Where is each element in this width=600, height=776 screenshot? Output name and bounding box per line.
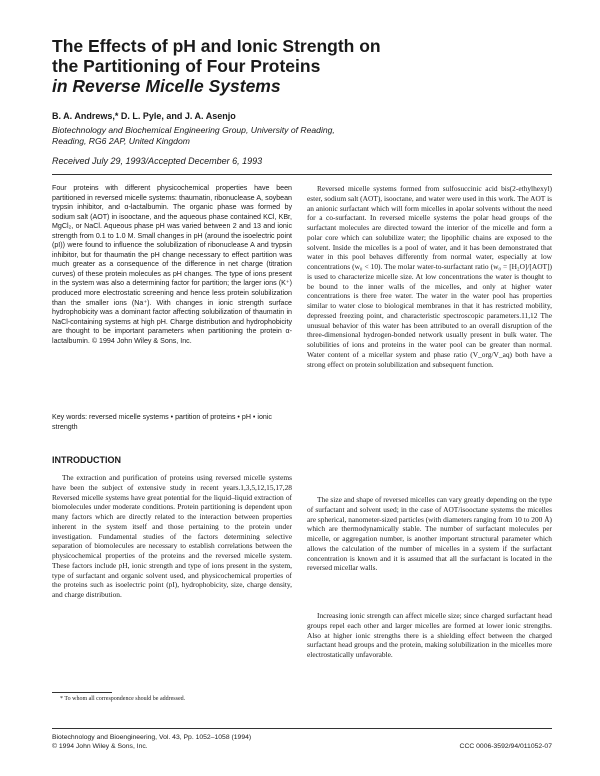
introduction-paragraph: The extraction and purification of proteins using reversed micelle systems have been the subject of extensive study in recent years.1,3,5,12,15,17,28 Reversed micelle systems have great potential for the liquid–liquid extraction of biomolecules under moderate conditions. Protein partitioning is dependent upon many factors which are directly related to the interaction between properties inherent in the system itself and those pertaining to the protein under investigation. Fundamental studies of the factors determining selective separation of biomolecules are necessary to establish correlations between the physicochemical properties of the proteins and the reversed micelle system. These factors include pH, ionic strength and type of ions present in the system, type of surfactant and organic solvent used, and physicochemical properties of the proteins such as isoelectric point (pI), hydrophobicity, size, charge density, and charge distribution. xyxy=(52,473,292,599)
article-title xyxy=(52,36,472,96)
column2-paragraph-3: Increasing ionic strength can affect micelle size; since charged surfactant head groups repel each other and larger micelles are formed at lower ionic strengths. Also at higher ionic strengths there is a shielding effect between the charged surfactant head groups and the protein, making solubilization in the micelles more electrostatically unfavorable. xyxy=(307,611,552,659)
title-line-3: in Reverse Micelle Systems xyxy=(52,76,281,96)
affiliation-line-2: Reading, RG6 2AP, United Kingdom xyxy=(52,136,190,146)
journal-citation: Biotechnology and Bioengineering, Vol. 43, Pp. 1052–1058 (1994) xyxy=(52,734,252,741)
header-rule xyxy=(52,174,552,175)
page-footer xyxy=(52,733,552,751)
footnote-rule xyxy=(52,692,112,693)
abstract: Four proteins with different physicochemical properties have been partitioned in reversed micelle systems: thaumatin, ribonuclease A, soybean trypsin inhibitor, and α-lactalbumin. The organic phase was formed by sodium salt (AOT) in isooctane, and the aqueous phase contained KCl, KBr, MgCl₂, or NaCl. Aqueous phase pH was varied between 2 and 13 and ionic strength from 0.1 to 1.0 M. Small changes in pH (around the isoelectric point (pI)) were found to influence the solubilization of ribonuclease A and trypsin inhibitor, but for thaumatin the pH change necessary to effect partition was much greater as a consequence of the difference in net charge (titration curves) of these protein molecules as pH changes. The type of ions present in the system was also a determining factor for partition; the larger ions (K⁺) produced more electrostatic screening and hence less protein solubilization than the smaller ions (Na⁺). With changes in ionic strength surface hydrophobicity was a dominant factor affecting solubilization of thaumatin in NaCl-containing systems at high pH. Charge distribution and hydrophobicity are thought to be important parameters when partitioning the protein α-lactalbumin. © 1994 John Wiley & Sons, Inc. xyxy=(52,184,292,345)
column2-paragraph-1: Reversed micelle systems formed from sulfosuccinic acid bis(2-ethylhexyl) ester, sodium salt (AOT), isooctane, and water were used in this work. The AOT is an anionic surfactant which will form micelles in apolar solvents without the need for a co-surfactant. In reversed micelle systems the polar head groups of the surfactant molecules are directed toward the interior of the micelle and form a polar core which can solubilize water; the lipophilic chains are exposed to the solvent. Inside the micelles is a pool of water, and it has been demonstrated that water in this pool behaves differently from normal water, especially at low concentrations (w₀ < 10). The molar water-to-surfactant ratio (w₀ = [H₂O]/[AOT]) is used to characterize micelle size. At low concentrations the water is thought to be bound to the inner walls of the micelles, and only at higher water concentrations is there free water. The water in the water pool has properties similar to water close to biological membranes in that it has restricted mobility, depressed freezing point, and characteristic spectroscopic parameters.11,12 The unusual behavior of this water has been attributed to an overall disruption of the three-dimensional hydrogen-bonded network usually present in bulk water. The solubilities of ions and proteins in the water pool can be greater than normal. Water content of a micellar system and phase ratio (V_org/V_aq) both have a strong effect on protein solubilization and subsequent function. xyxy=(307,184,552,369)
title-line-1: The Effects of pH and Ionic Strength on xyxy=(52,36,381,56)
affiliation-line-1: Biotechnology and Biochemical Engineering Group, University of Reading, xyxy=(52,125,335,135)
ccc-code: CCC 0006-3592/94/011052-07 xyxy=(459,743,552,750)
keywords: Key words: reversed micelle systems • partition of proteins • pH • ionic strength xyxy=(52,413,272,431)
title-line-2: the Partitioning of Four Proteins xyxy=(52,56,321,76)
section-heading-introduction: INTRODUCTION xyxy=(52,455,121,465)
footnote: * To whom all correspondence should be addressed. xyxy=(60,696,186,702)
received-dates: Received July 29, 1993/Accepted December 6, 1993 xyxy=(52,156,263,166)
affiliation xyxy=(52,125,532,147)
copyright: © 1994 John Wiley & Sons, Inc. xyxy=(52,743,148,750)
author-list: B. A. Andrews,* D. L. Pyle, and J. A. Asenjo xyxy=(52,111,236,121)
footer-rule xyxy=(52,728,552,729)
column2-paragraph-2: The size and shape of reversed micelles can vary greatly depending on the type of surfactant and solvent used; in the case of AOT/isooctane systems the micelles are spherical, nanometer-sized particles (with diameters ranging from 10 to 200 Å) which are thermodynamically stable. The number of surfactant molecules per micelle, or aggregation number, is another important structural parameter which allows the calculation of the number of micelles in a system if the surfactant concentration is known and it is assumed that all the surfactant is located in the reversed micellar walls. xyxy=(307,495,552,573)
